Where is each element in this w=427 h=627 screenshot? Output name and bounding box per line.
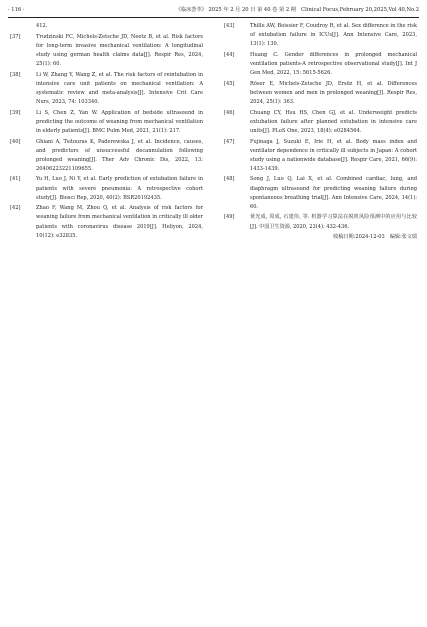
- reference-item: [10, 33, 203, 69]
- reference-text: 412.: [36, 23, 48, 29]
- reference-text: Yu H, Luo J, Ni Y, et al. Early prediction of extubation failure in patients with severe pneumonia: A retrospective cohort study[J]. Biosci Rep, 2020, 40(2): BSR20192435.: [36, 176, 203, 201]
- reference-item: [10, 138, 203, 174]
- reference-column-right: [224, 22, 417, 242]
- reference-item: [10, 71, 203, 107]
- reference-text: Li S, Chen Z, Yan W. Application of bedside ultrasound in predicting the outcome of weaning from mechanical ventilation in elderly patients[J]. BMC Pulm Med, 2021, 21(1): 217.: [36, 109, 203, 134]
- reference-item: [224, 138, 417, 174]
- reference-number: [39]: [10, 109, 21, 116]
- reference-text: Ghiani A, Tsitouras K, Paderewska J, et al. Incidence, causes, and predictors of unsuccessful decannulation following prolonged weaning[J]. Ther Adv Chronic Dis, 2022, 13: 20406223221109655.: [36, 138, 203, 172]
- reference-text: Chuang CY, Hsu HS, Chen GJ, et al. Underweight predicts extubation failure after planned extubation in intensive care units[J]. PLoS One, 2023, 18(4): e0284564.: [250, 109, 417, 134]
- reference-number: [47]: [224, 138, 235, 145]
- reference-item: [10, 175, 203, 202]
- reference-text: Zhao F, Wang M, Zhou Q, et al. Analysis of risk factors for weaning failure from mechanical ventilation in critically ill older patients with coronavirus disease 2019[J]. Heliyon, 2024, 10(12): e32835.: [36, 205, 203, 239]
- reference-text: Huang C. Gender differences in prolonged mechanical ventilation patients-A retrospective observational study[J]. Int J Gen Med, 2022, 15: 5615-5626.: [250, 51, 417, 77]
- journal-citation-line: 《临床荟萃》 2025 年 2 月 20 日 第 40 卷 第 2 期 Clinical Focus,February 20,2025,Vol 40,No.2: [175, 7, 419, 13]
- reference-number: [48]: [224, 176, 235, 183]
- reference-number: [41]: [10, 176, 21, 183]
- reference-text: 黄光成, 周成, 石建伟, 等. 机器学习算法在脱机风险预测中的应用与比较[J]. 中国卫生资源, 2020, 23(4): 432-436.: [250, 214, 417, 230]
- reference-number: [40]: [10, 138, 21, 145]
- reference-item: [224, 51, 417, 78]
- reference-item: [10, 22, 203, 31]
- page-number: · 116 ·: [8, 7, 25, 13]
- reference-item: [224, 80, 417, 107]
- reference-item: [10, 109, 203, 136]
- reference-number: [49]: [224, 214, 235, 221]
- reference-number: [42]: [10, 205, 21, 212]
- reference-number: [37]: [10, 33, 21, 40]
- reference-item: [224, 213, 417, 231]
- reference-number: [45]: [224, 80, 235, 87]
- header-divider: [8, 17, 419, 18]
- running-header: [8, 4, 419, 16]
- reference-number: [44]: [224, 51, 235, 58]
- reference-column-left: [10, 22, 203, 242]
- reference-item: [224, 109, 417, 136]
- reference-number: [43]: [224, 23, 235, 29]
- reference-text: Li W, Zhang Y, Wang Z, et al. The risk factors of reintubation in intensive care unit patients on mechanical ventilation: A systematic review and meta-analysis[J]. Intensive Crit Care Nurs, 2023, 74: 103340.: [36, 71, 203, 105]
- reference-number: [38]: [10, 71, 21, 78]
- reference-text: Song J, Luo Q, Lai X, et al. Combined cardiac, lung, and diaphragm ultrasound for predicting weaning failure during spontaneous breathing trial[J]. Ann Intensive Care, 2024, 14(1): 60.: [250, 176, 417, 210]
- reference-text: Trudzinski FC, Michels-Zetsche JD, Neetz B, et al. Risk factors for long-term invasive mechanical ventilation: A longitudinal study using german health claims data[J]. Respir Res, 2024, 25(1): 60.: [36, 33, 203, 67]
- reference-number: [46]: [224, 109, 235, 116]
- reference-item: [224, 175, 417, 211]
- reference-item: [10, 204, 203, 240]
- reference-text: Fujinaga J, Suzuki E, Irie H, et al. Body mass index and ventilator dependence in critically ill subjects in Japan: A cohort study using a nationwide database[J]. Respir Care, 2021, 66(9): 1433-1439.: [250, 138, 417, 172]
- reference-item: [224, 22, 417, 49]
- reference-text: Röser E, Michels-Zetsche JD, Ersöz H, et al. Differences between women and men in prolonged weaning[J]. Respir Res, 2024, 25(1): 363.: [250, 80, 417, 105]
- receipt-date-editor: 收稿日期:2024-12-03 编辑:张文瑞: [333, 234, 417, 241]
- reference-text: Thille AW, Boissier F, Coudroy R, et al. Sex difference in the risk of extubation failure in ICUs[J]. Ann Intensive Care, 2023, 13(1): 130.: [250, 23, 417, 48]
